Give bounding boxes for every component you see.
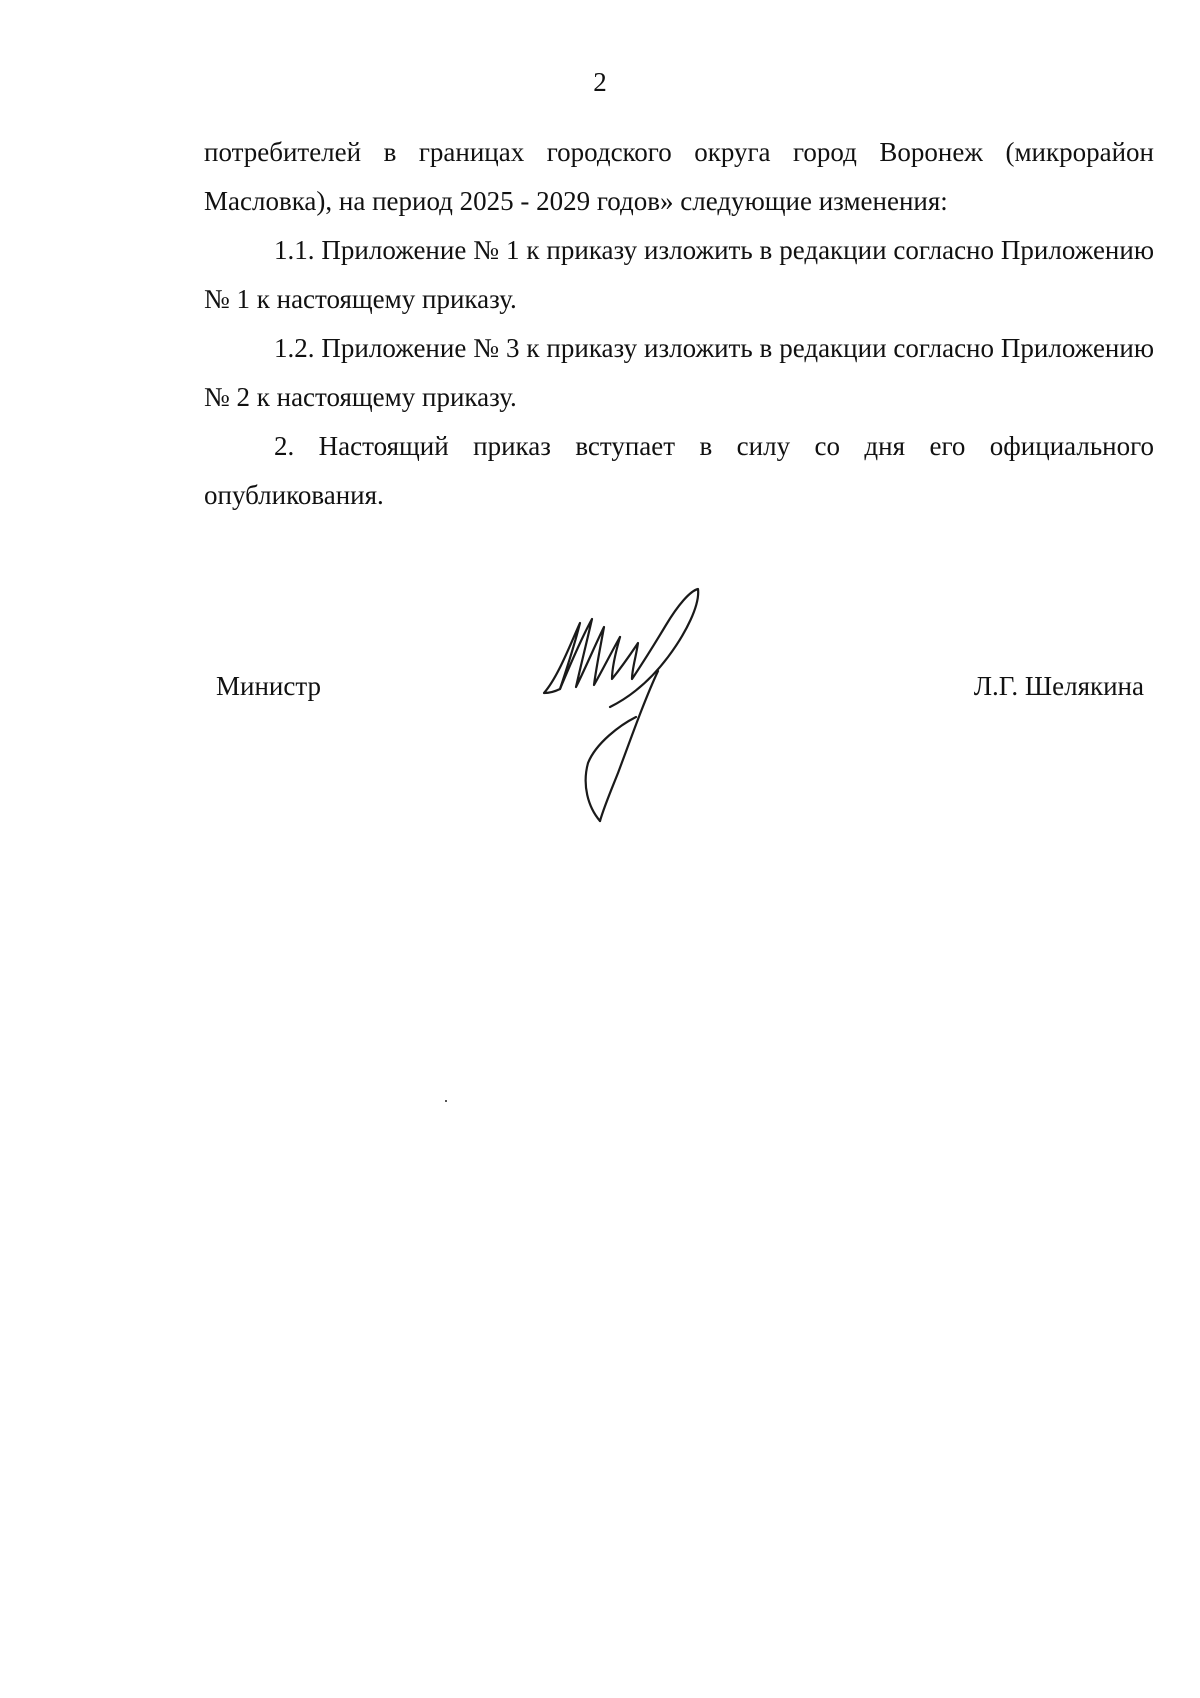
document-body (204, 128, 1154, 520)
paragraph-item-1-2: 1.2. Приложение № 3 к приказу изложить в редакции согласно Приложению № 2 к настоящему приказу. (204, 333, 1154, 412)
handwritten-signature (540, 585, 715, 825)
paragraph-item-1-1: 1.1. Приложение № 1 к приказу изложить в редакции согласно Приложению № 1 к настоящему приказу. (204, 235, 1154, 314)
signatory-name: Л.Г. Шелякина (973, 671, 1144, 701)
page-number: 2 (593, 67, 607, 97)
paragraph-continuation: потребителей в границах городского округа город Воронеж (микрорайон Масловка), на период 2025 - 2029 годов» следующие изменения: (204, 137, 1154, 216)
scan-speck (445, 1100, 447, 1102)
paragraph-item-2: 2. Настоящий приказ вступает в силу со дня его официального опубликования. (204, 431, 1154, 510)
signatory-title: Министр (216, 671, 321, 701)
